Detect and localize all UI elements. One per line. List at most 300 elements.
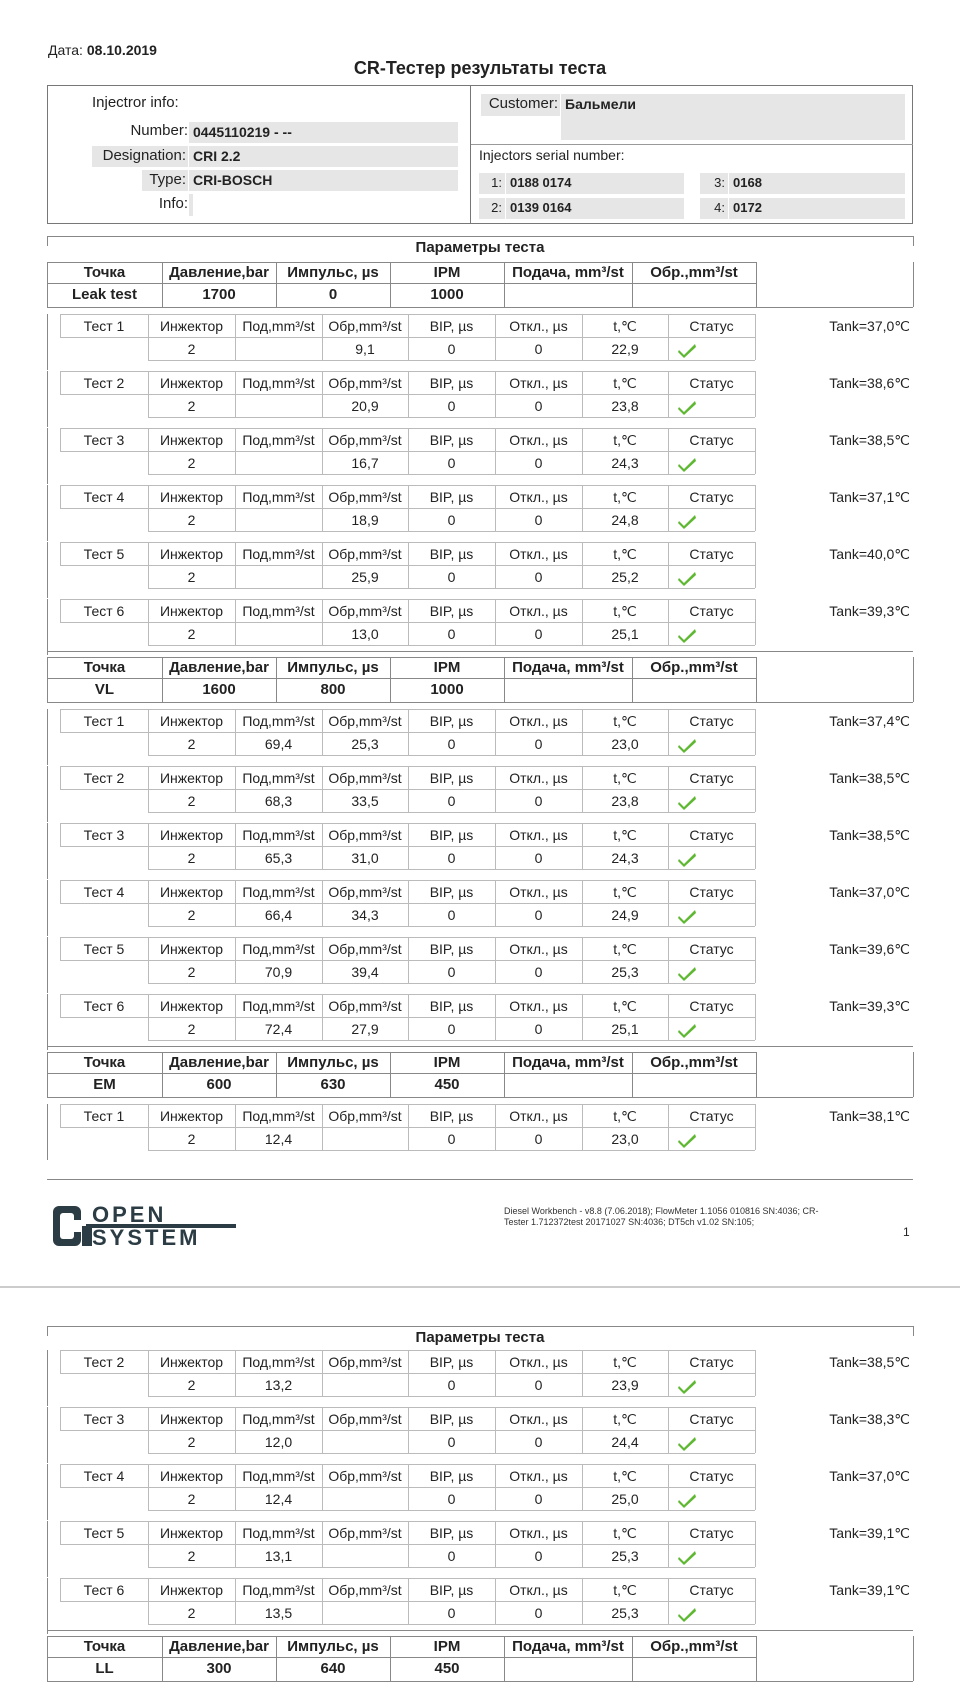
otkl-value: 0 (534, 907, 543, 923)
status-ok-check-icon (677, 794, 697, 810)
bip-value: 0 (447, 569, 456, 585)
bip-value: 0 (447, 455, 456, 471)
tank-temperature: Tank=39,3℃ (829, 603, 910, 619)
point-col-rule (756, 1052, 757, 1097)
point-values-bottom-rule (47, 702, 913, 703)
test-col-header: Статус (689, 318, 734, 334)
test-col-header: BIP, µs (429, 546, 474, 562)
pod-value: 12,4 (264, 1491, 293, 1507)
test-col-header: Статус (689, 1354, 734, 1370)
obr-value: 33,5 (351, 793, 379, 809)
test-col-header: Под,mm³/st (242, 318, 315, 334)
point-col-header: Точка (83, 1054, 126, 1071)
point-header-bottom-rule (47, 678, 757, 679)
point-header-top-rule (47, 657, 757, 658)
tank-temperature: Tank=39,1℃ (829, 1582, 910, 1598)
test-col-rule (755, 1464, 756, 1510)
obr-value: 9,1 (355, 341, 375, 357)
test-col-header: Под,mm³/st (242, 998, 315, 1014)
pod-value: 12,4 (264, 1131, 293, 1147)
serial-2-value: 0139 0164 (506, 198, 684, 219)
point-col-header: Обр.,mm³/st (650, 659, 738, 676)
test-col-header: Статус (689, 1525, 734, 1541)
bip-value: 0 (447, 1434, 456, 1450)
number-field: 0445110219 - -- (189, 122, 458, 143)
test-bottom-rule (148, 812, 755, 813)
point-right-rule (913, 1052, 914, 1097)
test-col-header: t,℃ (613, 1411, 637, 1427)
obr-value: 13,0 (351, 626, 379, 642)
point-header-bottom-rule (47, 1073, 757, 1074)
point-col-rule (756, 262, 757, 307)
page-title: CR-Тестер результаты теста (353, 58, 607, 78)
test-col-rule (755, 599, 756, 645)
block-left-rule (47, 599, 48, 655)
test-col-header: t,℃ (613, 318, 637, 334)
status-ok-check-icon (677, 965, 697, 981)
serial-1-num: 1: (479, 173, 505, 194)
test-col-header: Статус (689, 603, 734, 619)
test-col-header: BIP, µs (429, 432, 474, 448)
test-col-header: Статус (689, 546, 734, 562)
test-bottom-rule (148, 474, 755, 475)
bip-value: 0 (447, 626, 456, 642)
pod-value: 13,1 (264, 1548, 293, 1564)
logo-text-bottom: SYSTEM (92, 1225, 201, 1250)
test-label: Тест 4 (83, 489, 125, 505)
test-col-header: Инжектор (159, 998, 224, 1014)
point-col-header: Давление,bar (169, 1054, 269, 1071)
test-bottom-rule (148, 1040, 755, 1041)
test-col-header: Статус (689, 770, 734, 786)
injector-value: 2 (187, 1434, 196, 1450)
test-col-header: BIP, µs (429, 1354, 474, 1370)
footer-line-1: Diesel Workbench - v8.8 (7.06.2018); FlowMeter 1.1056 010816 SN:4036; CR- (504, 1206, 819, 1216)
point-col-header: Подача, mm³/st (512, 264, 624, 281)
block-left-rule (47, 1407, 48, 1463)
test-col-header: Инжектор (159, 941, 224, 957)
obr-value: 39,4 (351, 964, 379, 980)
test-col-header: Под,mm³/st (242, 1468, 315, 1484)
otkl-value: 0 (534, 964, 543, 980)
type-field: CRI-BOSCH (189, 170, 458, 191)
bip-value: 0 (447, 793, 456, 809)
injector-value: 2 (187, 341, 196, 357)
temp-value: 24,3 (611, 455, 639, 471)
block-left-rule (47, 766, 48, 822)
designation-label: Designation: (92, 146, 188, 167)
test-col-rule (755, 1104, 756, 1150)
status-ok-check-icon (677, 1378, 697, 1394)
test-col-header: Обр,mm³/st (328, 1468, 402, 1484)
injector-value: 2 (187, 907, 196, 923)
bip-value: 0 (447, 398, 456, 414)
page-bottom-rule (47, 1179, 913, 1180)
test-col-header: Под,mm³/st (242, 603, 315, 619)
tank-temperature: Tank=37,0℃ (829, 318, 910, 334)
block-left-rule (47, 1350, 48, 1406)
test-label: Тест 4 (83, 1468, 125, 1484)
test-col-header: Откл., µs (509, 713, 568, 729)
test-col-header: Статус (689, 1582, 734, 1598)
temp-value: 25,1 (611, 1021, 639, 1037)
test-col-header: BIP, µs (429, 489, 474, 505)
tank-temperature: Tank=38,1℃ (829, 1108, 910, 1124)
otkl-value: 0 (534, 1491, 543, 1507)
temp-value: 24,3 (611, 850, 639, 866)
status-ok-check-icon (677, 908, 697, 924)
block-left-rule (47, 1521, 48, 1577)
test-col-header: t,℃ (613, 1468, 637, 1484)
test-col-rule (755, 766, 756, 812)
test-bottom-rule (148, 983, 755, 984)
test-col-header: Откл., µs (509, 1582, 568, 1598)
temp-value: 25,0 (611, 1491, 639, 1507)
point-values-bottom-rule (47, 1097, 913, 1098)
temp-value: 23,8 (611, 398, 639, 414)
obr-value: 31,0 (351, 850, 379, 866)
otkl-value: 0 (534, 793, 543, 809)
point-ipm: 1000 (430, 286, 464, 303)
pod-value: 68,3 (264, 793, 293, 809)
test-col-header: Статус (689, 1468, 734, 1484)
test-col-header: Под,mm³/st (242, 1411, 315, 1427)
test-label: Тест 2 (83, 770, 125, 786)
test-col-rule (755, 823, 756, 869)
test-bottom-rule (148, 1510, 755, 1511)
block-left-rule (47, 314, 48, 370)
point-col-header: Точка (83, 1638, 126, 1655)
test-label: Тест 5 (83, 546, 125, 562)
temp-value: 25,2 (611, 569, 639, 585)
point-col-header: Обр.,mm³/st (650, 264, 738, 281)
point-right-rule (913, 657, 914, 702)
temp-value: 25,3 (611, 964, 639, 980)
test-col-header: t,℃ (613, 941, 637, 957)
test-col-header: Обр,mm³/st (328, 546, 402, 562)
status-ok-check-icon (677, 737, 697, 753)
point-header-bottom-rule (47, 1657, 757, 1658)
test-col-header: Инжектор (159, 713, 224, 729)
test-col-header: Инжектор (159, 432, 224, 448)
test-col-header: Обр,mm³/st (328, 1582, 402, 1598)
section-top-rule (47, 236, 913, 237)
test-col-header: Откл., µs (509, 1411, 568, 1427)
test-bottom-rule (148, 1567, 755, 1568)
test-col-header: Под,mm³/st (242, 489, 315, 505)
serial-3-value: 0168 (729, 173, 905, 194)
point-col-header: Обр.,mm³/st (650, 1054, 738, 1071)
block-left-rule (47, 485, 48, 541)
point-col-header: IPM (433, 659, 461, 676)
test-label: Тест 2 (83, 375, 125, 391)
test-col-header: Откл., µs (509, 941, 568, 957)
tank-temperature: Tank=37,0℃ (829, 884, 910, 900)
status-ok-check-icon (677, 1606, 697, 1622)
test-col-header: t,℃ (613, 603, 637, 619)
block-left-rule (47, 880, 48, 936)
test-col-header: Инжектор (159, 546, 224, 562)
test-col-rule (755, 880, 756, 926)
test-col-header: Инжектор (159, 884, 224, 900)
tank-temperature: Tank=38,5℃ (829, 827, 910, 843)
otkl-value: 0 (534, 569, 543, 585)
point-col-header: IPM (433, 264, 461, 281)
test-col-header: Инжектор (159, 318, 224, 334)
test-col-header: Обр,mm³/st (328, 603, 402, 619)
bip-value: 0 (447, 512, 456, 528)
injector-value: 2 (187, 964, 196, 980)
tank-temperature: Tank=39,6℃ (829, 941, 910, 957)
pod-value: 66,4 (264, 907, 293, 923)
test-col-header: Обр,mm³/st (328, 827, 402, 843)
obr-value: 34,3 (351, 907, 379, 923)
logo-text-top: OPEN (92, 1202, 167, 1227)
test-col-header: Под,mm³/st (242, 713, 315, 729)
obr-value: 20,9 (351, 398, 379, 414)
info-label: Info: (158, 195, 188, 212)
status-ok-check-icon (677, 342, 697, 358)
point-name: LL (95, 1660, 114, 1677)
block-left-rule (47, 542, 48, 598)
test-col-header: Под,mm³/st (242, 827, 315, 843)
point-col-header: IPM (433, 1638, 461, 1655)
point-col-header: Импульс, µs (287, 1054, 379, 1071)
open-system-logo (52, 1204, 242, 1253)
block-left-rule (47, 823, 48, 879)
point-right-rule (913, 1636, 914, 1681)
test-col-header: Статус (689, 375, 734, 391)
serial-3-num: 3: (700, 173, 728, 194)
point-pressure: 600 (206, 1076, 232, 1093)
test-col-header: BIP, µs (429, 827, 474, 843)
otkl-value: 0 (534, 1377, 543, 1393)
test-col-header: Откл., µs (509, 1354, 568, 1370)
status-ok-check-icon (677, 1132, 697, 1148)
test-col-header: Обр,mm³/st (328, 318, 402, 334)
test-col-header: Откл., µs (509, 1108, 568, 1124)
injector-value: 2 (187, 455, 196, 471)
test-col-header: Под,mm³/st (242, 375, 315, 391)
injector-value: 2 (187, 1131, 196, 1147)
test-label: Тест 2 (83, 1354, 125, 1370)
point-pressure: 1700 (202, 286, 236, 303)
otkl-value: 0 (534, 626, 543, 642)
test-col-rule (755, 542, 756, 588)
test-col-header: BIP, µs (429, 1468, 474, 1484)
tank-temperature: Tank=37,1℃ (829, 489, 910, 505)
test-col-header: Обр,mm³/st (328, 1525, 402, 1541)
injector-value: 2 (187, 1021, 196, 1037)
test-col-header: t,℃ (613, 1582, 637, 1598)
point-col-header: Давление,bar (169, 1638, 269, 1655)
pod-value: 13,5 (264, 1605, 293, 1621)
test-col-rule (755, 1350, 756, 1396)
point-pressure: 1600 (202, 681, 236, 698)
status-ok-check-icon (677, 1435, 697, 1451)
injector-value: 2 (187, 1491, 196, 1507)
injector-value: 2 (187, 1605, 196, 1621)
temp-value: 23,8 (611, 793, 639, 809)
test-col-header: Откл., µs (509, 770, 568, 786)
obr-value: 25,3 (351, 736, 379, 752)
block-left-rule (47, 1578, 48, 1634)
test-col-header: Инжектор (159, 375, 224, 391)
temp-value: 25,1 (611, 626, 639, 642)
bip-value: 0 (447, 736, 456, 752)
temp-value: 24,8 (611, 512, 639, 528)
otkl-value: 0 (534, 850, 543, 866)
injector-value: 2 (187, 569, 196, 585)
test-col-rule (755, 1578, 756, 1624)
point-col-header: Давление,bar (169, 659, 269, 676)
point-ipm: 450 (434, 1660, 460, 1677)
section-right-rule (913, 1326, 914, 1336)
point-header-bottom-rule (47, 283, 757, 284)
point-col-header: Давление,bar (169, 264, 269, 281)
temp-value: 23,9 (611, 1377, 639, 1393)
test-bottom-rule (148, 360, 755, 361)
test-col-header: Под,mm³/st (242, 1354, 315, 1370)
test-bottom-rule (148, 1150, 755, 1151)
point-col-rule (756, 657, 757, 702)
status-ok-check-icon (677, 1549, 697, 1565)
test-col-header: Инжектор (159, 827, 224, 843)
test-col-rule (755, 1521, 756, 1567)
info-field (189, 194, 193, 216)
temp-value: 22,9 (611, 341, 639, 357)
test-col-header: Инжектор (159, 770, 224, 786)
test-col-header: Обр,mm³/st (328, 713, 402, 729)
designation-field: CRI 2.2 (189, 146, 458, 167)
test-bottom-rule (148, 755, 755, 756)
test-col-header: Под,mm³/st (242, 884, 315, 900)
otkl-value: 0 (534, 1131, 543, 1147)
test-col-header: Обр,mm³/st (328, 770, 402, 786)
test-col-header: t,℃ (613, 1525, 637, 1541)
page-number: 1 (903, 1225, 910, 1239)
otkl-value: 0 (534, 1434, 543, 1450)
point-right-rule (913, 262, 914, 307)
point-values-bottom-rule (47, 1681, 913, 1682)
footer-line-2: Tester 1.712372test 20171027 SN:4036; DT5ch v1.02 SN:105; (504, 1217, 755, 1227)
test-col-header: BIP, µs (429, 603, 474, 619)
point-ipm: 1000 (430, 681, 464, 698)
test-col-header: Откл., µs (509, 603, 568, 619)
date-label (48, 42, 157, 58)
test-bottom-rule (148, 1624, 755, 1625)
point-col-rule (756, 1636, 757, 1681)
bip-value: 0 (447, 1377, 456, 1393)
injector-value: 2 (187, 626, 196, 642)
bip-value: 0 (447, 850, 456, 866)
temp-value: 24,4 (611, 1434, 639, 1450)
tank-temperature: Tank=38,5℃ (829, 1354, 910, 1370)
test-col-rule (755, 937, 756, 983)
point-col-header: Импульс, µs (287, 1638, 379, 1655)
test-col-header: BIP, µs (429, 713, 474, 729)
test-col-header: t,℃ (613, 1108, 637, 1124)
injector-value: 2 (187, 736, 196, 752)
point-impulse: 640 (320, 1660, 346, 1677)
serial-2-num: 2: (479, 198, 505, 219)
test-col-header: Под,mm³/st (242, 546, 315, 562)
test-col-header: Статус (689, 432, 734, 448)
block-left-rule (47, 1464, 48, 1520)
test-col-header: t,℃ (613, 432, 637, 448)
bip-value: 0 (447, 1131, 456, 1147)
test-col-header: BIP, µs (429, 1525, 474, 1541)
point-ipm: 450 (434, 1076, 460, 1093)
test-col-header: Обр,mm³/st (328, 998, 402, 1014)
bip-value: 0 (447, 341, 456, 357)
test-col-header: t,℃ (613, 713, 637, 729)
test-col-header: Инжектор (159, 1582, 224, 1598)
block-bottom-rule (47, 651, 913, 652)
serial-4-num: 4: (700, 198, 728, 219)
test-col-rule (755, 485, 756, 531)
test-col-rule (755, 1407, 756, 1453)
bip-value: 0 (447, 907, 456, 923)
test-col-header: Обр,mm³/st (328, 432, 402, 448)
test-label: Тест 1 (83, 318, 125, 334)
test-col-header: Откл., µs (509, 375, 568, 391)
bip-value: 0 (447, 964, 456, 980)
pod-value: 72,4 (264, 1021, 293, 1037)
test-col-header: Статус (689, 827, 734, 843)
test-bottom-rule (148, 1396, 755, 1397)
point-col-header: Подача, mm³/st (512, 1054, 624, 1071)
point-col-header: Точка (83, 659, 126, 676)
otkl-value: 0 (534, 512, 543, 528)
point-name: Leak test (71, 286, 138, 303)
point-col-header: IPM (433, 1054, 461, 1071)
test-col-header: Обр,mm³/st (328, 1411, 402, 1427)
tank-temperature: Tank=38,5℃ (829, 770, 910, 786)
test-col-header: Статус (689, 941, 734, 957)
test-col-header: Откл., µs (509, 827, 568, 843)
injector-value: 2 (187, 850, 196, 866)
obr-value: 16,7 (351, 455, 379, 471)
block-bottom-rule (47, 1046, 913, 1047)
test-col-header: Инжектор (159, 1411, 224, 1427)
tank-temperature: Tank=40,0℃ (829, 546, 910, 562)
point-col-header: Импульс, µs (287, 264, 379, 281)
test-col-header: Откл., µs (509, 432, 568, 448)
injector-value: 2 (187, 512, 196, 528)
pod-value: 65,3 (264, 850, 293, 866)
test-col-header: Откл., µs (509, 998, 568, 1014)
point-impulse: 0 (328, 286, 338, 303)
test-col-header: t,℃ (613, 1354, 637, 1370)
test-col-header: BIP, µs (429, 998, 474, 1014)
test-col-header: BIP, µs (429, 375, 474, 391)
test-col-header: Откл., µs (509, 884, 568, 900)
test-col-header: Статус (689, 998, 734, 1014)
status-ok-check-icon (677, 627, 697, 643)
otkl-value: 0 (534, 341, 543, 357)
section-top-rule (47, 1326, 913, 1327)
test-col-rule (755, 314, 756, 360)
test-col-rule (755, 709, 756, 755)
tank-temperature: Tank=38,5℃ (829, 432, 910, 448)
tank-temperature: Tank=37,0℃ (829, 1468, 910, 1484)
point-header-top-rule (47, 262, 757, 263)
block-left-rule (47, 1104, 48, 1160)
status-ok-check-icon (677, 570, 697, 586)
test-label: Тест 5 (83, 1525, 125, 1541)
test-col-header: Обр,mm³/st (328, 489, 402, 505)
